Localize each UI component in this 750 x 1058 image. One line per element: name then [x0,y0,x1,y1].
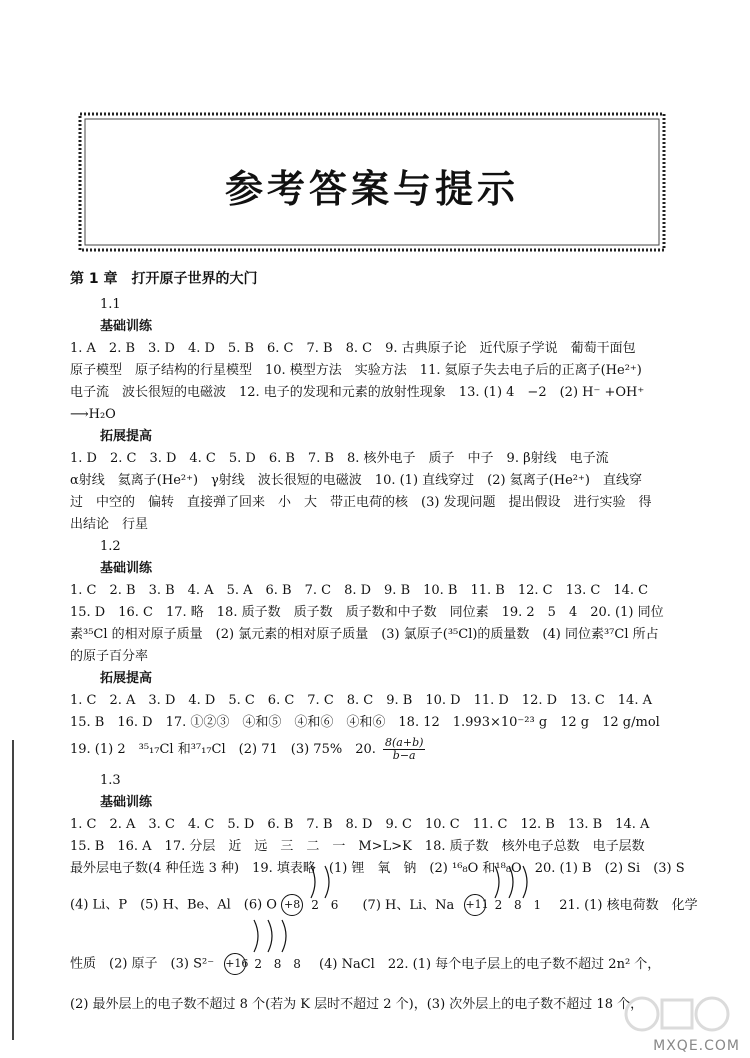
answer-text: 19. (1) 2 ³⁵₁₇Cl 和³⁷₁₇Cl (2) 71 (3) 75% 20. [70,742,376,757]
answer-line: 电子流 波长很短的电磁波 12. 电子的发现和元素的放射性现象 13. (1) 4 −2 (2) H⁻ +OH⁺ [70,385,645,400]
answer-line: 1. A 2. B 3. D 4. D 5. B 6. C 7. B 8. C 9. 古典原子论 近代原子学说 葡萄干面包 [70,341,636,356]
subsection-label: 拓展提高 [100,429,153,444]
answer-text: (4) NaCl 22. (1) 每个电子层上的电子数不超过 2n² 个， [319,956,661,972]
section-heading: 1.2 [100,539,121,554]
answer-line: 15. B 16. D 17. ①②③ ④和⑤ ④和⑥ ④和⑥ 18. 12 1.993×10⁻²³ g 12 g 12 g/mol [70,715,660,730]
answer-line: 1. C 2. A 3. C 4. C 5. D 6. B 7. B 8. D 9. C 10. C 11. C 12. B 13. B 14. A [70,817,650,832]
nucleus-circle: +16 [224,953,246,975]
section-heading: 1.3 [100,773,121,788]
answer-line: 1. C 2. B 3. B 4. A 5. A 6. B 7. C 8. D 9. B 10. B 11. B 12. C 13. C 14. C [70,583,649,598]
binding-edge [12,740,14,1040]
answer-line: α射线 氦离子(He²⁺) γ射线 波长很短的电磁波 10. (1) 直线穿过 (2) 氦离子(He²⁺) 直线穿 [70,473,642,488]
answer-line: 15. B 16. A 17. 分层 近 远 三 二 一 M>L>K 18. 质子数 核外电子总数 电子层数 [70,839,645,854]
subsection-label: 基础训练 [100,795,153,810]
subsection-label: 基础训练 [100,319,153,334]
shell-electrons: 2 8 8 [254,957,305,971]
subsection-label: 拓展提高 [100,671,153,686]
answer-line: 1. D 2. C 3. D 4. C 5. D 6. B 7. B 8. 核外电子 质子 中子 9. β射线 电子流 [70,451,609,466]
fraction-denominator: b−a [392,749,416,762]
atom-structure-line [70,934,680,994]
chapter-title: 第 1 章 打开原子世界的大门 [70,271,258,287]
nucleus-circle: +8 [281,894,303,916]
shell-electrons: 2 8 1 [494,898,546,912]
answer-text: (4) Li、P (5) H、Be、Al (6) O [70,897,277,913]
shell-arcs-icon [248,916,304,956]
shell-electrons: 2 6 [311,898,343,912]
shell-arcs-icon [489,862,545,902]
title-frame [78,112,666,252]
answer-text: 性质 (2) 原子 (3) S²⁻ [70,956,215,972]
section-heading: 1.1 [100,297,121,312]
electron-shells [495,880,546,930]
fraction [383,737,425,762]
answer-line: 出结论 行星 [70,517,149,532]
electron-shells [254,934,305,994]
answer-line: 素³⁵Cl 的相对原子质量 (2) 氯元素的相对原子质量 (3) 氯原子(³⁵Cl)的质量数 (4) 同位素³⁷Cl 所占 [70,627,659,642]
answer-line: 15. D 16. C 17. 略 18. 质子数 质子数 质子数和中子数 同位素 19. 2 5 4 20. (1) 同位 [70,605,664,620]
subsection-label: 基础训练 [100,561,153,576]
nucleus-circle: +11 [464,894,486,916]
answer-line: (2) 最外层上的电子数不超过 8 个(若为 K 层时不超过 2 个)，(3) 次外层上的电子数不超过 18 个， [70,997,644,1012]
answer-line: 过 中空的 偏转 直接弹了回来 小 大 带正电荷的核 (3) 发现问题 提出假设 进行实验 得 [70,495,652,510]
electron-shells [311,880,342,930]
answer-text: 21. (1) 核电荷数 化学 [559,897,698,913]
answer-line: 最外层电子数(4 种任选 3 种) 19. 填表略 (1) 锂 氧 钠 (2) ¹⁶₈O 和¹⁸₈O 20. (1) B (2) Si (3) S [70,861,685,876]
page-title: 参考答案与提示 [224,167,519,211]
answer-text: (7) H、Li、Na [362,897,455,913]
answer-line: 1. C 2. A 3. D 4. D 5. C 6. C 7. C 8. C 9. B 10. D 11. D 12. D 13. C 14. A [70,693,652,708]
answer-line: 的原子百分率 [70,649,149,664]
watermark-text: MXQE.COM [653,1038,740,1054]
fraction-numerator: 8(a+b) [385,736,424,749]
answer-line [70,734,680,766]
atom-structure-line [70,880,698,930]
answer-content [70,268,698,1016]
answer-line: 原子模型 原子结构的行星模型 10. 模型方法 实验方法 11. 氦原子失去电子后的正离子(He²⁺) [70,363,642,378]
answer-line: ⟶H₂O [70,407,116,422]
shell-arcs-icon [305,862,345,902]
